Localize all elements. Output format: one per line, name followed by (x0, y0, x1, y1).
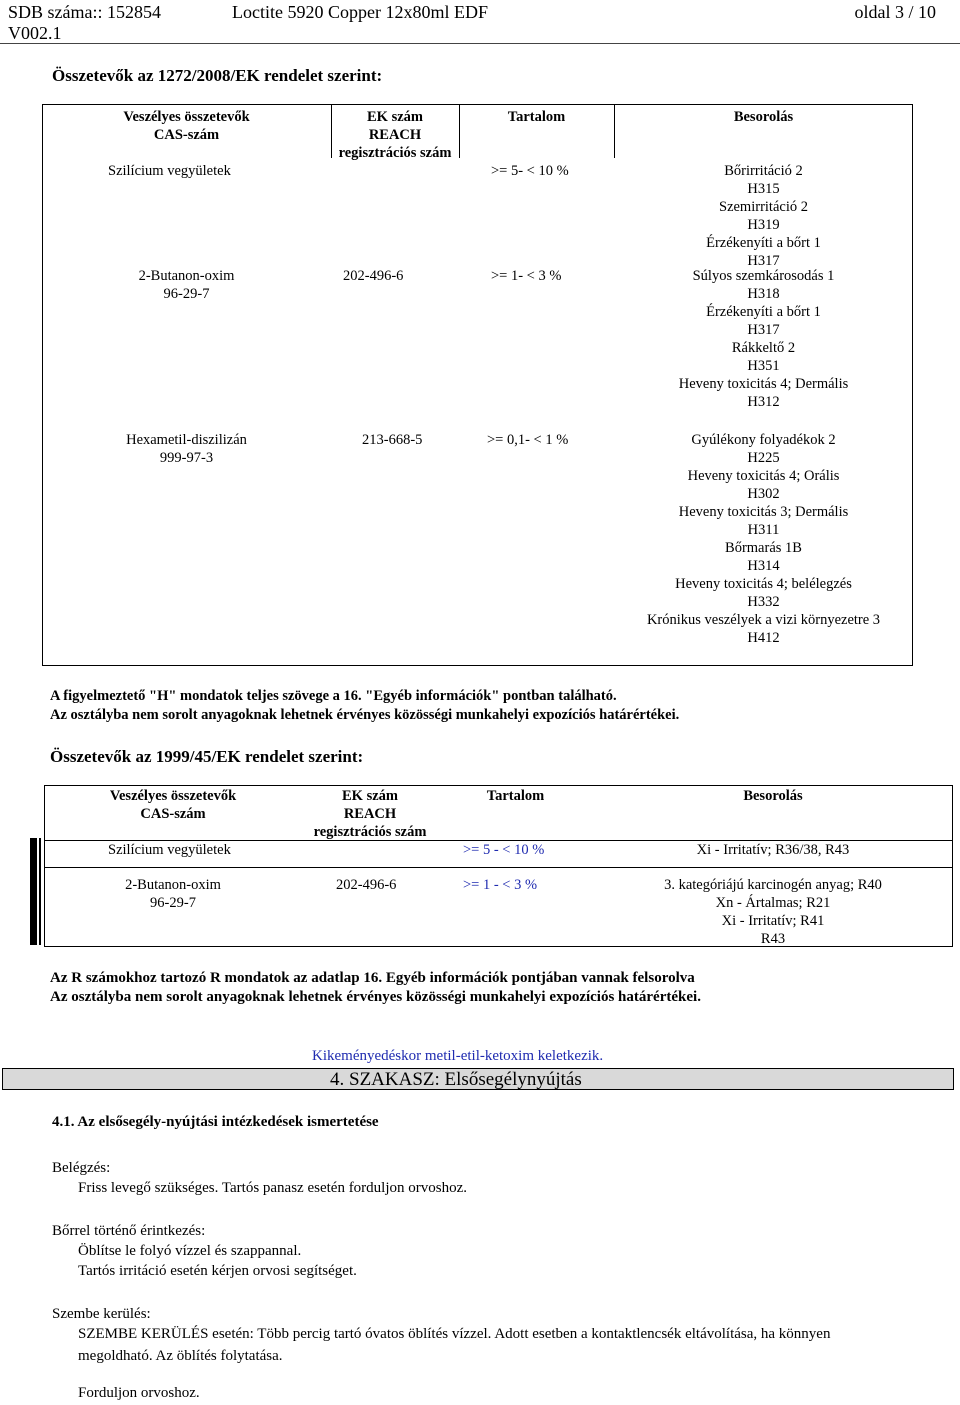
product-name: Loctite 5920 Copper 12x80ml EDF (232, 2, 488, 22)
text-eye-contact: megoldható. Az öblítés folytatása. (78, 1348, 283, 1364)
label-inhalation: Belégzés: (52, 1160, 111, 1176)
row-content: >= 0,1- < 1 % (487, 432, 569, 448)
row-classification: Súlyos szemkárosodás 1 H318 Érzékenyíti a bőrt 1 H317 Rákkeltő 2 H351 Heveny toxicitás 4; Dermális H312 (678, 268, 849, 410)
row-substance-name: Hexametil-diszilizán 999-97-3 (126, 432, 247, 466)
note-h-statements: A figyelmeztető "H" mondatok teljes szövege a 16. "Egyéb információk" pontban található. (50, 688, 617, 704)
text-eye-contact: SZEMBE KERÜLÉS esetén: Több percig tartó óvatos öblítés vízzel. Adott esetben a kontaktlencsék eltávolítása, ha könnyen (78, 1326, 831, 1342)
note-exposure-limits: Az osztályba nem sorolt anyagoknak lehetnek érvényes közösségi munkahelyi expozíciós határértékei. (50, 707, 680, 723)
text-skin-contact: Öblítse le folyó vízzel és szappannal. (78, 1243, 302, 1259)
row-ec-number: 202-496-6 (336, 877, 397, 893)
col-header-classification: Besorolás (733, 109, 794, 125)
row-ec-number: 202-496-6 (343, 268, 404, 284)
change-bar (30, 838, 37, 945)
col-header-content: Tartalom (486, 788, 545, 804)
page-number: oldal 3 / 10 (854, 2, 936, 22)
section-1272-title: Összetevők az 1272/2008/EK rendelet szerint: (52, 66, 383, 85)
text-inhalation: Friss levegő szükséges. Tartós panasz esetén forduljon orvoshoz. (78, 1180, 468, 1196)
col-header-ec: EK szám REACH regisztrációs szám (313, 788, 427, 840)
row-substance-name: 2-Butanon-oxim 96-29-7 (138, 268, 235, 302)
label-skin-contact: Bőrrel történő érintkezés: (52, 1223, 206, 1239)
label-eye-contact: Szembe kerülés: (52, 1306, 151, 1322)
header-rule (0, 43, 960, 44)
col-header-substance: Veszélyes összetevők CAS-szám (109, 788, 237, 822)
row-ec-number: 213-668-5 (362, 432, 423, 448)
row-content: >= 1- < 3 % (491, 268, 562, 284)
row-content: >= 5 - < 10 % (463, 842, 545, 858)
row-classification: Xi - Irritatív; R36/38, R43 (696, 842, 850, 858)
section-4-heading: 4. SZAKASZ: Elsősegélynyújtás (330, 1069, 582, 1090)
col-header-classification: Besorolás (743, 788, 803, 804)
version: V002.1 (8, 23, 62, 43)
section-4-1-heading: 4.1. Az elsősegély-nyújtási intézkedések ismertetése (52, 1114, 379, 1130)
row-content: >= 5- < 10 % (491, 163, 569, 179)
col-header-substance: Veszélyes összetevők CAS-szám (123, 109, 250, 143)
sdb-number: SDB száma:: 152854 (8, 2, 161, 22)
row-classification: Bőrirritáció 2 H315 Szemirritáció 2 H319 Érzékenyíti a bőrt 1 H317 (706, 163, 821, 269)
table-1999-row-rule (44, 867, 953, 868)
note-r-phrases: Az R számokhoz tartozó R mondatok az adatlap 16. Egyéb információk pontjában vannak felsorolva (50, 970, 695, 986)
section-1999-title: Összetevők az 1999/45/EK rendelet szerint: (50, 747, 364, 766)
change-bar (39, 838, 41, 945)
text-eye-contact: Forduljon orvoshoz. (78, 1385, 200, 1401)
row-classification: 3. kategóriájú karcinogén anyag; R40 Xn - Ártalmas; R21 Xi - Irritatív; R41 R43 (664, 877, 882, 947)
col-header-content: Tartalom (507, 109, 566, 125)
row-substance-name: Szilícium vegyületek (108, 842, 231, 858)
row-classification: Gyúlékony folyadékok 2 H225 Heveny toxicitás 4; Orális H302 Heveny toxicitás 3; Dermális H311 Bőrmarás 1B H314 Heveny toxicitás 4; belélegzés H332 Krónikus veszélyek a vizi környezetre 3 H412 (646, 432, 881, 646)
note-exposure-limits: Az osztályba nem sorolt anyagoknak lehetnek érvényes közösségi munkahelyi expozíciós határértékei. (50, 989, 701, 1005)
col-header-ec: EK szám REACH regisztrációs szám (338, 109, 452, 161)
row-substance-name: 2-Butanon-oxim 96-29-7 (125, 877, 221, 911)
cure-note: Kikeményedéskor metil-etil-ketoxim keletkezik. (312, 1048, 604, 1064)
text-skin-contact: Tartós irritáció esetén kérjen orvosi segítséget. (78, 1263, 357, 1279)
row-substance-name: Szilícium vegyületek (108, 163, 231, 179)
row-content: >= 1 - < 3 % (463, 877, 538, 893)
